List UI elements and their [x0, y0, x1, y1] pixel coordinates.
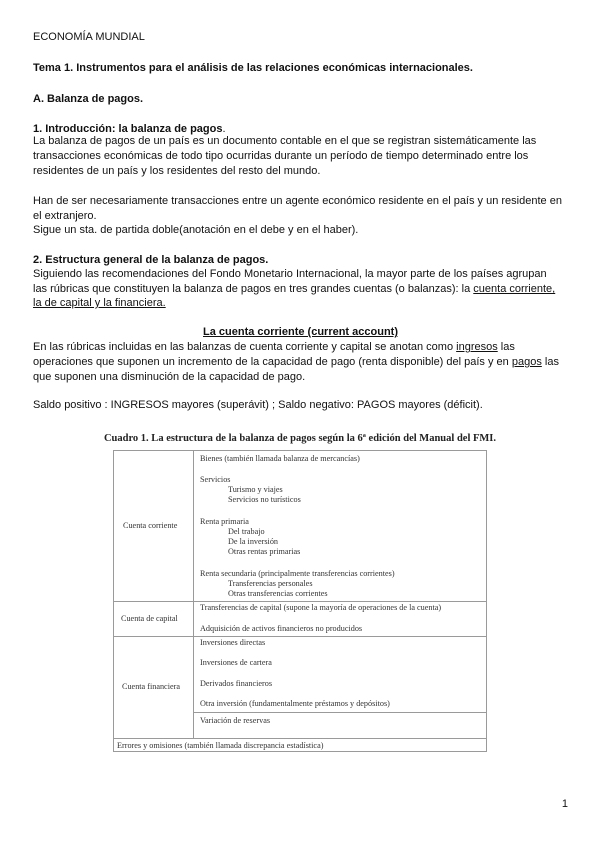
- table-divider-reservas: [193, 712, 487, 713]
- row-label-cuenta-corriente: Cuenta corriente: [123, 521, 178, 530]
- item-derivados: Derivados financieros: [200, 679, 273, 688]
- structure-line-2-text: las rúbricas que constituyen la balanza de pagos en tres grandes cuentas (o balanzas): la: [33, 283, 474, 295]
- table-border-top: [113, 450, 487, 451]
- item-otra-inversion: Otra inversión (fundamentalmente préstamos y depósitos): [200, 699, 390, 708]
- table-divider-errores: [113, 738, 487, 739]
- item-transferencias-personales: Transferencias personales: [228, 579, 313, 588]
- intro-paragraph-3: Sigue un sta. de partida doble(anotación en el debe y en el haber).: [33, 224, 359, 236]
- item-otras-rentas: Otras rentas primarias: [228, 547, 301, 556]
- current-account-line-2: [33, 355, 568, 370]
- intro-paragraph-2-line-1: Han de ser necesariamente transacciones entre un agente económico residente en el país y un residente en: [33, 195, 562, 207]
- row-label-cuenta-financiera: Cuenta financiera: [122, 682, 180, 691]
- table-column-divider: [193, 450, 194, 739]
- row-label-cuenta-capital: Cuenta de capital: [121, 614, 178, 623]
- table-divider-cc-kc: [113, 601, 487, 602]
- current-account-line-1: [33, 340, 568, 355]
- current-account-line-3: que suponen una disminución de la capacidad de pago.: [33, 371, 306, 383]
- item-turismo: Turismo y viajes: [228, 485, 283, 494]
- structure-line-2-underlined: cuenta corriente,: [473, 283, 556, 295]
- course-title: ECONOMÍA MUNDIAL: [33, 31, 145, 43]
- item-del-trabajo: Del trabajo: [228, 527, 265, 536]
- ca-line-1-a: En las rúbricas incluidas en las balanzas de cuenta corriente y capital se anotan como: [33, 341, 457, 353]
- topic-title: Tema 1. Instrumentos para el análisis de las relaciones económicas internacionales.: [33, 62, 473, 74]
- item-variacion-reservas: Variación de reservas: [200, 716, 271, 725]
- ca-ingresos: ingresos: [456, 341, 498, 353]
- table-border-bottom: [113, 751, 487, 752]
- item-renta-secundaria: Renta secundaria (principalmente transferencias corrientes): [200, 569, 395, 578]
- item-inversiones-cartera: Inversiones de cartera: [200, 658, 272, 667]
- intro-heading: 1. Introducción: la balanza de pagos: [33, 123, 223, 135]
- page-number: 1: [561, 798, 568, 810]
- item-otras-transferencias: Otras transferencias corrientes: [228, 589, 328, 598]
- item-adquisicion-activos: Adquisición de activos financieros no producidos: [200, 624, 363, 633]
- item-renta-primaria: Renta primaria: [200, 517, 249, 526]
- ca-line-2-a: operaciones que suponen un incremento de la capacidad de pago (renta disponible) del país y en: [33, 356, 512, 368]
- structure-line-2: [33, 282, 568, 297]
- item-errores-omisiones: Errores y omisiones (también llamada discrepancia estadística): [117, 741, 324, 750]
- ca-line-1-c: las: [497, 341, 515, 353]
- ca-pagos: pagos: [511, 356, 542, 368]
- balance-sign-note: Saldo positivo : INGRESOS mayores (superávit) ; Saldo negativo: PAGOS mayores (déficit).: [33, 399, 483, 411]
- intro-paragraph-2-line-2: el extranjero.: [33, 210, 97, 222]
- structure-line-3: la de capital y la financiera.: [33, 297, 166, 309]
- balance-of-payments-table: [113, 450, 487, 752]
- item-servicios: Servicios: [200, 475, 231, 484]
- intro-heading-dot: .: [222, 123, 226, 135]
- table-caption: Cuadro 1. La estructura de la balanza de pagos según la 6ª edición del Manual del FMI.: [103, 433, 497, 444]
- structure-heading: 2. Estructura general de la balanza de pagos.: [33, 254, 269, 266]
- structure-line-1: Siguiendo las recomendaciones del Fondo Monetario Internacional, la mayor parte de los países agrupan: [33, 268, 547, 280]
- item-inversiones-directas: Inversiones directas: [200, 638, 266, 647]
- current-account-heading: La cuenta corriente (current account): [203, 326, 398, 338]
- ca-line-2-c: las: [541, 356, 559, 368]
- intro-paragraph-1-line-2: transacciones económicas de todo tipo ocurridas durante un período de tiempo determinado entre los: [33, 150, 529, 162]
- item-transferencias-capital: Transferencias de capital (supone la mayoría de operaciones de la cuenta): [200, 603, 442, 612]
- table-divider-kc-fc: [113, 636, 487, 637]
- intro-paragraph-1-line-1: La balanza de pagos de un país es un documento contable en el que se registran sistemáticamente las: [33, 135, 537, 147]
- intro-paragraph-1-line-3: residentes de un país y los residentes del resto del mundo.: [33, 165, 321, 177]
- item-de-la-inversion: De la inversión: [228, 537, 279, 546]
- item-servicios-no-turisticos: Servicios no turísticos: [228, 495, 301, 504]
- section-a-title: A. Balanza de pagos.: [33, 93, 144, 105]
- item-bienes: Bienes (también llamada balanza de mercancías): [200, 454, 360, 463]
